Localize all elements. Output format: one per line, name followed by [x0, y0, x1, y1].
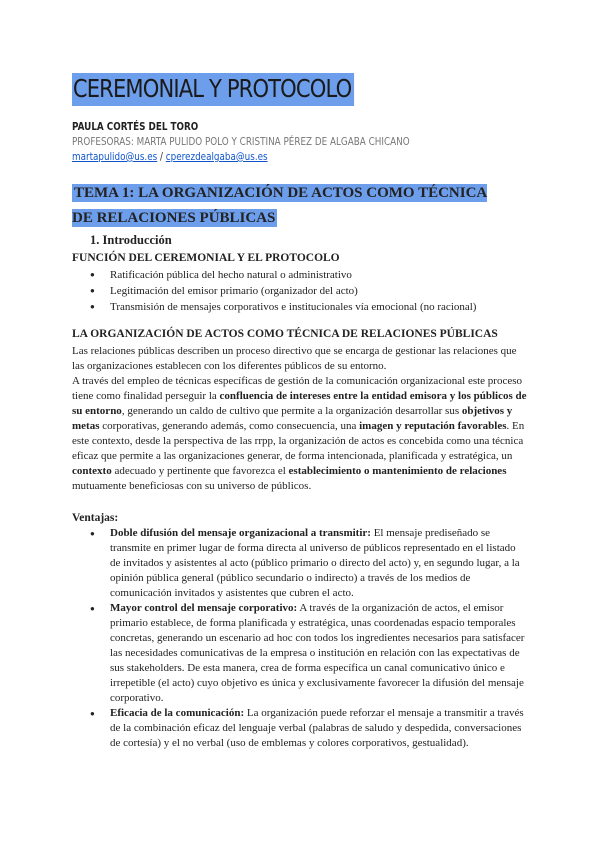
email-separator: / — [157, 150, 166, 163]
topic-heading: TEMA 1: LA ORGANIZACIÓN DE ACTOS COMO TÉCNICA DE RELACIONES PÚBLICAS — [72, 185, 488, 226]
professors-line: PROFESORAS: MARTA PULIDO POLO Y CRISTINA PÉREZ DE ALGABA CHICANO — [72, 135, 410, 148]
list-item: ● Transmisión de mensajes corporativos e institucionales vía emocional (no racional) — [72, 299, 476, 315]
email-link-2[interactable]: cperezdealgaba@us.es — [165, 150, 268, 163]
list-item: ● Mayor control del mensaje corporativo: A través de la organización de actos, el emisor primario establece, de forma planificada y estratégica, unas coordenadas espacio temporales concretas, generando un escenario ad hoc con todos los ingredientes necesarios para satisfacer las necesidades comunicativas de la empresa o institución en relación con las expectativas de sus stakeholders. De esta manera, crea de forma específica un canal comunicativo único e irrepetible (el acto) cuyo objetivo es única y exclusivamente favorecer la difusión del mensaje corporativo. — [72, 601, 528, 706]
section2-heading: LA ORGANIZACIÓN DE ACTOS COMO TÉCNICA DE RELACIONES PÚBLICAS — [72, 328, 498, 340]
list-item: ● Doble difusión del mensaje organizacional a transmitir: El mensaje prediseñado se transmite en primer lugar de forma directa al universo de públicos representado en el listado de invitados y asistentes al acto (público primario o directo del acto) y, en segundo lugar, a la opinión pública general (público secundario o indirecto) a través de los medios de comunicación invitados y asistentes que cubren el acto. — [72, 526, 528, 601]
email-link-1[interactable]: martapulido@us.es — [72, 150, 158, 163]
advantages-heading: Ventajas: — [72, 512, 119, 524]
author-name: PAULA CORTÉS DEL TORO — [72, 120, 199, 133]
list-item: ● Ratificación pública del hecho natural o administrativo — [72, 267, 476, 283]
section2-paragraph: Las relaciones públicas describen un proceso directivo que se encarga de gestionar las relaciones que las organizaciones establecen con los diferentes públicos de su entorno. A través del empleo de técnicas específicas de gestión de la comunicación organizacional este proceso tiene como finalidad perseguir la confluencia de intereses entre la entidad emisora y los públicos de su entorno, generando un caldo de cultivo que permite a la organización desarrollar sus objetivos y metas corporativas, generando además, como consecuencia, una imagen y reputación favorables. En este contexto, desde la perspectiva de las rrpp, la organización de actos es concebida como una técnica eficaz que permite a las organizaciones generar, de forma intencionada, planificada y estratégica, un contexto adecuado y pertinente que favorezca el establecimiento o mantenimiento de relaciones mutuamente beneficiosas con su universo de públicos. — [72, 345, 527, 492]
list-item: ● Legitimación del emisor primario (organizador del acto) — [72, 283, 476, 299]
section-number-heading: 1. Introducción — [90, 233, 172, 247]
document-title: CEREMONIAL Y PROTOCOLO — [72, 73, 354, 106]
section1-heading: FUNCIÓN DEL CEREMONIAL Y EL PROTOCOLO — [72, 252, 340, 264]
advantages-list — [72, 526, 528, 751]
email-line — [72, 150, 268, 163]
list-item: ● Eficacia de la comunicación: La organización puede reforzar el mensaje a transmitir a través de la combinación eficaz del lenguaje verbal (palabras de saludo y despedida, conversaciones de cortesía) y el no verbal (uso de emblemas y colores corporativos, gestualidad). — [72, 706, 528, 751]
section1-list — [72, 267, 476, 315]
